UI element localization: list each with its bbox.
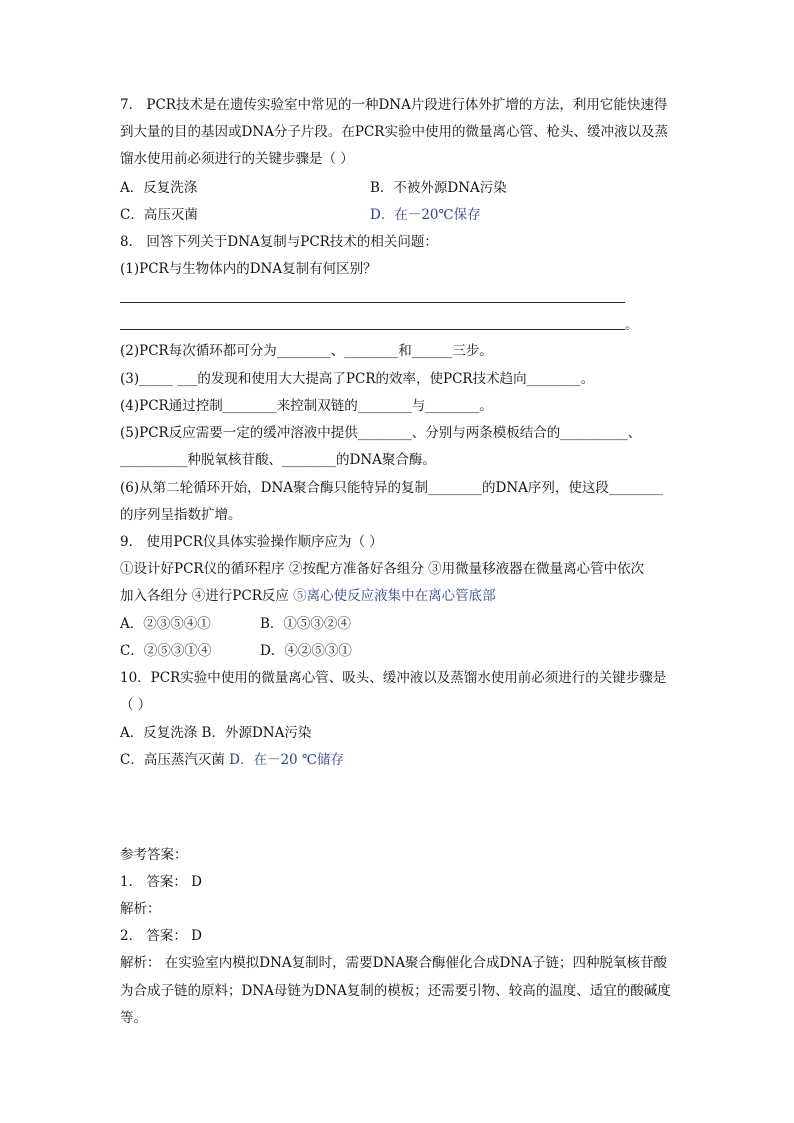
q10-option-d: D．在－20 ℃储存: [229, 752, 345, 768]
q9-option-d: D．④②⑤③①: [260, 643, 352, 659]
q9-option-b: B．①⑤③②④: [260, 616, 351, 632]
q8-part-6-line-2: 的序列呈指数扩增。: [120, 507, 242, 523]
q10-option-c: C．高压蒸汽灭菌: [120, 752, 230, 768]
q9-title: 9． 使用PCR仪具体实验操作顺序应为（ ）: [120, 534, 383, 550]
q8-part-4: (4)PCR通过控制________来控制双链的________与________。: [120, 398, 493, 414]
q9-steps-line-2-b: ⑤离心使反应液集中在离心管底部: [293, 588, 496, 604]
q7-line-2: 到大量的目的基因或DNA分子片段。在PCR实验中使用的微量离心管、枪头、缓冲液以及蒸: [120, 124, 668, 140]
q7-option-a: A．反复洗涤: [120, 180, 198, 196]
q10-options-cd: [120, 751, 344, 769]
q9-option-a: A．②③⑤④①: [120, 616, 211, 632]
q8-part-5-line-2: __________种脱氧核苷酸、________的DNA聚合酶。: [120, 452, 436, 468]
q7-line-1: 7． PCR技术是在遗传实验室中常见的一种DNA片段进行体外扩增的方法，利用它能快速得: [120, 97, 668, 113]
q8-part-6-line-1: (6)从第二轮循环开始，DNA聚合酶只能特异的复制________的DNA序列，使这段________: [120, 480, 663, 496]
q10-options-ab: A．反复洗涤 B．外源DNA污染: [120, 725, 312, 741]
q7-option-c: C．高压灭菌: [120, 207, 198, 223]
answer-line-2: [120, 329, 625, 330]
q10-line-1: 10．PCR实验中使用的微量离心管、吸头、缓冲液以及蒸馏水使用前必须进行的关键步骤是: [120, 670, 667, 686]
analysis-2-line-1: 解析： 在实验室内模拟DNA复制时，需要DNA聚合酶催化合成DNA子链；四种脱氧核苷酸: [120, 955, 667, 971]
analysis-2-line-3: 等。: [120, 1010, 147, 1026]
q8-part-3: (3)_____ ___的发现和使用大大提高了PCR的效率，使PCR技术趋向________。: [120, 371, 595, 387]
q7-option-d: D．在－20℃保存: [370, 207, 481, 223]
q7-line-3: 馏水使用前必须进行的关键步骤是（ ）: [120, 151, 354, 167]
q8-part-1: (1)PCR与生物体内的DNA复制有何区别？: [120, 261, 377, 277]
answer-line-end: 。: [625, 317, 639, 333]
answer-2: 2． 答案： D: [120, 928, 202, 944]
q9-steps-line-1: ①设计好PCR仪的循环程序 ②按配方准备好各组分 ③用微量移液器在微量离心管中依次: [120, 561, 645, 577]
q8-part-2: (2)PCR每次循环都可分为________、________和______三步。: [120, 343, 493, 359]
answer-line-1: [120, 302, 625, 303]
q7-option-b: B．不被外源DNA污染: [370, 180, 507, 196]
analysis-1: 解析：: [120, 901, 161, 917]
q8-part-5-line-1: (5)PCR反应需要一定的缓冲溶液中提供________、分别与两条模板结合的__________、: [120, 425, 642, 441]
q8-title: 8． 回答下列关于DNA复制与PCR技术的相关问题：: [120, 234, 438, 250]
answer-1: 1． 答案： D: [120, 874, 202, 890]
q10-line-2: （ ）: [120, 697, 152, 713]
answers-heading: 参考答案：: [120, 847, 188, 863]
analysis-2-line-2: 为合成子链的原料；DNA母链为DNA复制的模板；还需要引物、较高的温度、适宜的酸碱度: [120, 983, 671, 999]
q9-option-c: C．②⑤③①④: [120, 643, 212, 659]
q9-steps-line-2-a: 加入各组分 ④进行PCR反应: [120, 588, 294, 604]
q9-steps-line-2: [120, 587, 496, 605]
